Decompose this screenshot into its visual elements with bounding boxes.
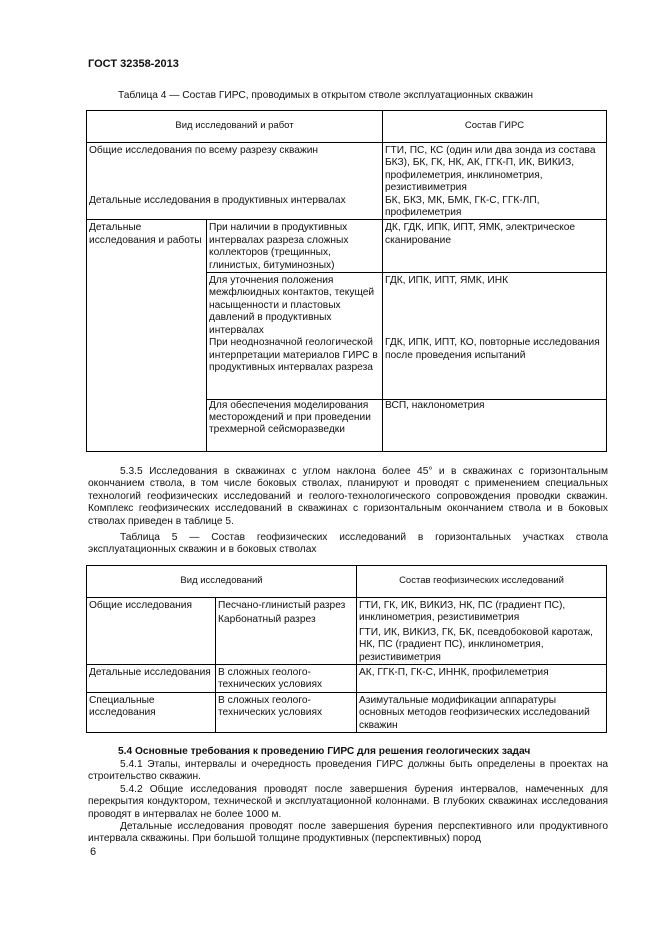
table-5-row-general-label: Общие исследования <box>87 598 216 665</box>
table-5 <box>86 565 607 733</box>
table-4-header-composition: Состав ГИРС <box>383 111 607 143</box>
table-5-row-general-section: Песчано-глинистый разрез Карбонатный разрез <box>216 598 357 665</box>
table-4-row-detailed-label: Детальные исследования в продуктивных интервалах <box>87 195 383 220</box>
table-5-row-detailed-label: Детальные исследования <box>87 665 216 693</box>
table-5-row-detailed-conditions: В сложных геолого-технических условиях <box>216 665 357 693</box>
table-4 <box>86 110 607 452</box>
table-5-row-special-value: Азимутальные модификации аппаратуры основных методов геофизических исследований скважин <box>357 692 607 732</box>
table-4-row-general-label: Общие исследования по всему разрезу скважин <box>87 143 383 195</box>
table-4-row-detailed-value: БК, БКЗ, МК, БМК, ГК-С, ГГК-ЛП, профилеметрия <box>383 195 607 220</box>
table-5-row-special-label: Специальные исследования <box>87 692 216 732</box>
table-4-subrow-label: Для уточнения положения межфлюидных контактов, текущей насыщенности и пластовых давлений в продуктивных интервалах <box>207 273 383 338</box>
table-4-row-general-value: ГТИ, ПС, КС (один или два зонда из состава БКЗ), БК, ГК, НК, АК, ГГК-П, ИК, ВИКИЗ, профилеметрия, инклинометрия, резистивиметрия <box>383 143 607 195</box>
paragraph-5-4-2-continued: Детальные исследования проводят после завершения бурения перспективного или продуктивного интервала скважины. При большой толщине продуктивных (перспективных) пород <box>88 821 608 845</box>
table-4-subrow-value: ВСП, наклонометрия <box>383 399 607 451</box>
table-4-subrow-value: ГДК, ИПК, ИПТ, КО, повторные исследования после проведения испытаний <box>383 337 607 399</box>
page-number: 6 <box>90 846 97 858</box>
table-4-subrow-label: При наличии в продуктивных интервалах разреза сложных коллекторов (трещинных, глинистых, битуминозных) <box>207 220 383 273</box>
table-5-caption: Таблица 5 — Состав геофизических исследований в горизонтальных участках ствола эксплуатационных скважин и в боковых стволах <box>88 532 608 556</box>
paragraph-5-4-1: 5.4.1 Этапы, интервалы и очередность проведения ГИРС должны быть определены в проектах на строительство скважин. <box>88 759 608 783</box>
table-5-row-detailed-value: АК, ГГК-П, ГК-С, ИННК, профилеметрия <box>357 665 607 693</box>
table-5-row-special-conditions: В сложных геолого-технических условиях <box>216 692 357 732</box>
table-4-header-type: Вид исследований и работ <box>87 111 383 143</box>
table-4-group-label: Детальные исследования и работы <box>87 220 207 451</box>
paragraph-5-4-2: 5.4.2 Общие исследования проводят после завершения бурения интервалов, намеченных для перекрытия кондуктором, технической и эксплуатационной колоннами. В глубоких скважинах исследования проводят в интервалах не более 1000 м. <box>88 784 608 820</box>
section-5-4-heading: 5.4 Основные требования к проведению ГИРС для решения геологических задач <box>118 746 531 757</box>
table-4-subrow-label: Для обеспечения моделирования месторождений и при проведении трехмерной сейсморазведки <box>207 399 383 451</box>
table-4-subrow-value: ДК, ГДК, ИПК, ИПТ, ЯМК, электрическое сканирование <box>383 220 607 273</box>
document-id: ГОСТ 32358-2013 <box>88 58 179 70</box>
table-4-caption: Таблица 4 — Состав ГИРС, проводимых в открытом стволе эксплуатационных скважин <box>118 90 533 101</box>
paragraph-5-3-5: 5.3.5 Исследования в скважинах с углом наклона более 45° и в скважинах с горизонтальным окончанием ствола, в том числе боковых стволах, планируют и проводят с применением специальных технологий геофизических исследований и геолого-технологического сопровождения проводки скважин. Комплекс геофизических исследований в скважинах с горизонтальным окончанием ствола и в боковых стволах приведен в таблице 5. <box>88 466 608 527</box>
table-5-header-composition: Состав геофизических исследований <box>357 566 607 598</box>
table-5-header-type: Вид исследований <box>87 566 357 598</box>
table-4-subrow-label: При неоднозначной геологической интерпретации материалов ГИРС в продуктивных интервалах разреза <box>207 337 383 399</box>
table-5-row-general-value: ГТИ, ГК, ИК, ВИКИЗ, НК, ПС (градиент ПС), инклинометрия, резистивиметрия ГТИ, ИК, ВИКИЗ, ГК, БК, псевдобоковой каротаж, НК, ПС (градиент ПС), инклинометрия, резистивиметрия <box>357 598 607 665</box>
table-4-subrow-value: ГДК, ИПК, ИПТ, ЯМК, ИНК <box>383 273 607 338</box>
